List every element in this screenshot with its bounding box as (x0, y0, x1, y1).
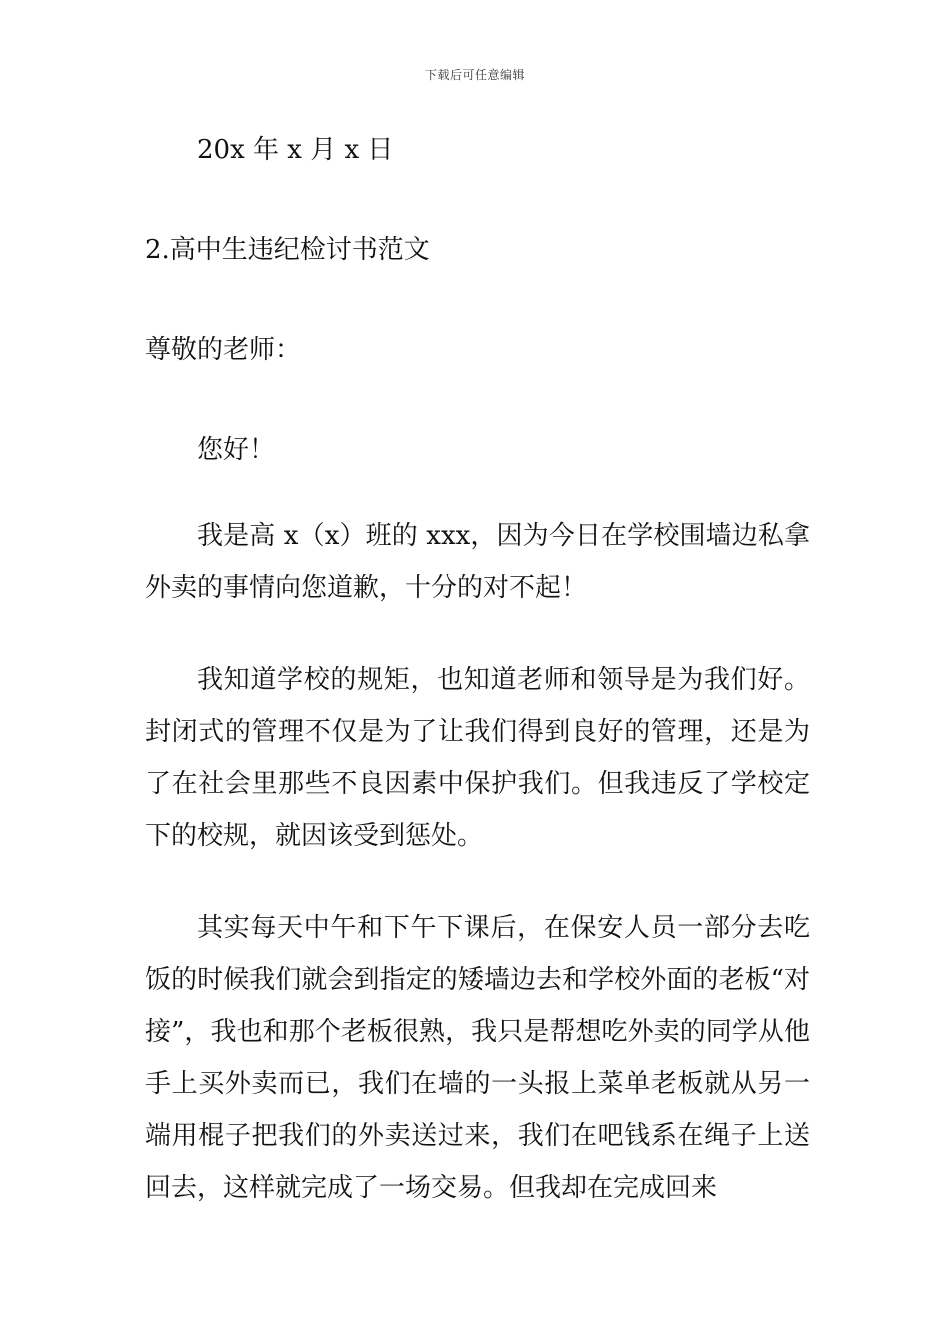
paragraph-rules: 我知道学校的规矩，也知道老师和领导是为我们好。封闭式的管理不仅是为了让我们得到良好的管理，还是为了在社会里那些不良因素中保护我们。但我违反了学校定下的校规，就因该受到惩处。 (145, 665, 810, 851)
paragraph-details: 其实每天中午和下午下课后，在保安人员一部分去吃饭的时候我们就会到指定的矮墙边去和学校外面的老板“对接”，我也和那个老板很熟，我只是帮想吃外卖的同学从他手上买外卖而已，我们在墙的一头报上菜单老板就从另一端用棍子把我们的外卖送过来，我们在吧钱系在绳子上送回去，这样就完成了一场交易。但我却在完成回来 (145, 913, 810, 1203)
paragraph-apology: 我是高 x（x）班的 xxx，因为今日在学校围墙边私拿外卖的事情向您道歉，十分的对不起！ (145, 521, 810, 603)
salutation: 尊敬的老师： (145, 335, 302, 365)
document-body (145, 128, 810, 1214)
section-title: 2.高中生违纪检讨书范文 (145, 235, 430, 265)
greeting: 您好！ (197, 435, 276, 465)
header-note: 下载后可任意编辑 (424, 68, 525, 82)
date-line: 20x 年 x 月 x 日 (197, 135, 394, 165)
